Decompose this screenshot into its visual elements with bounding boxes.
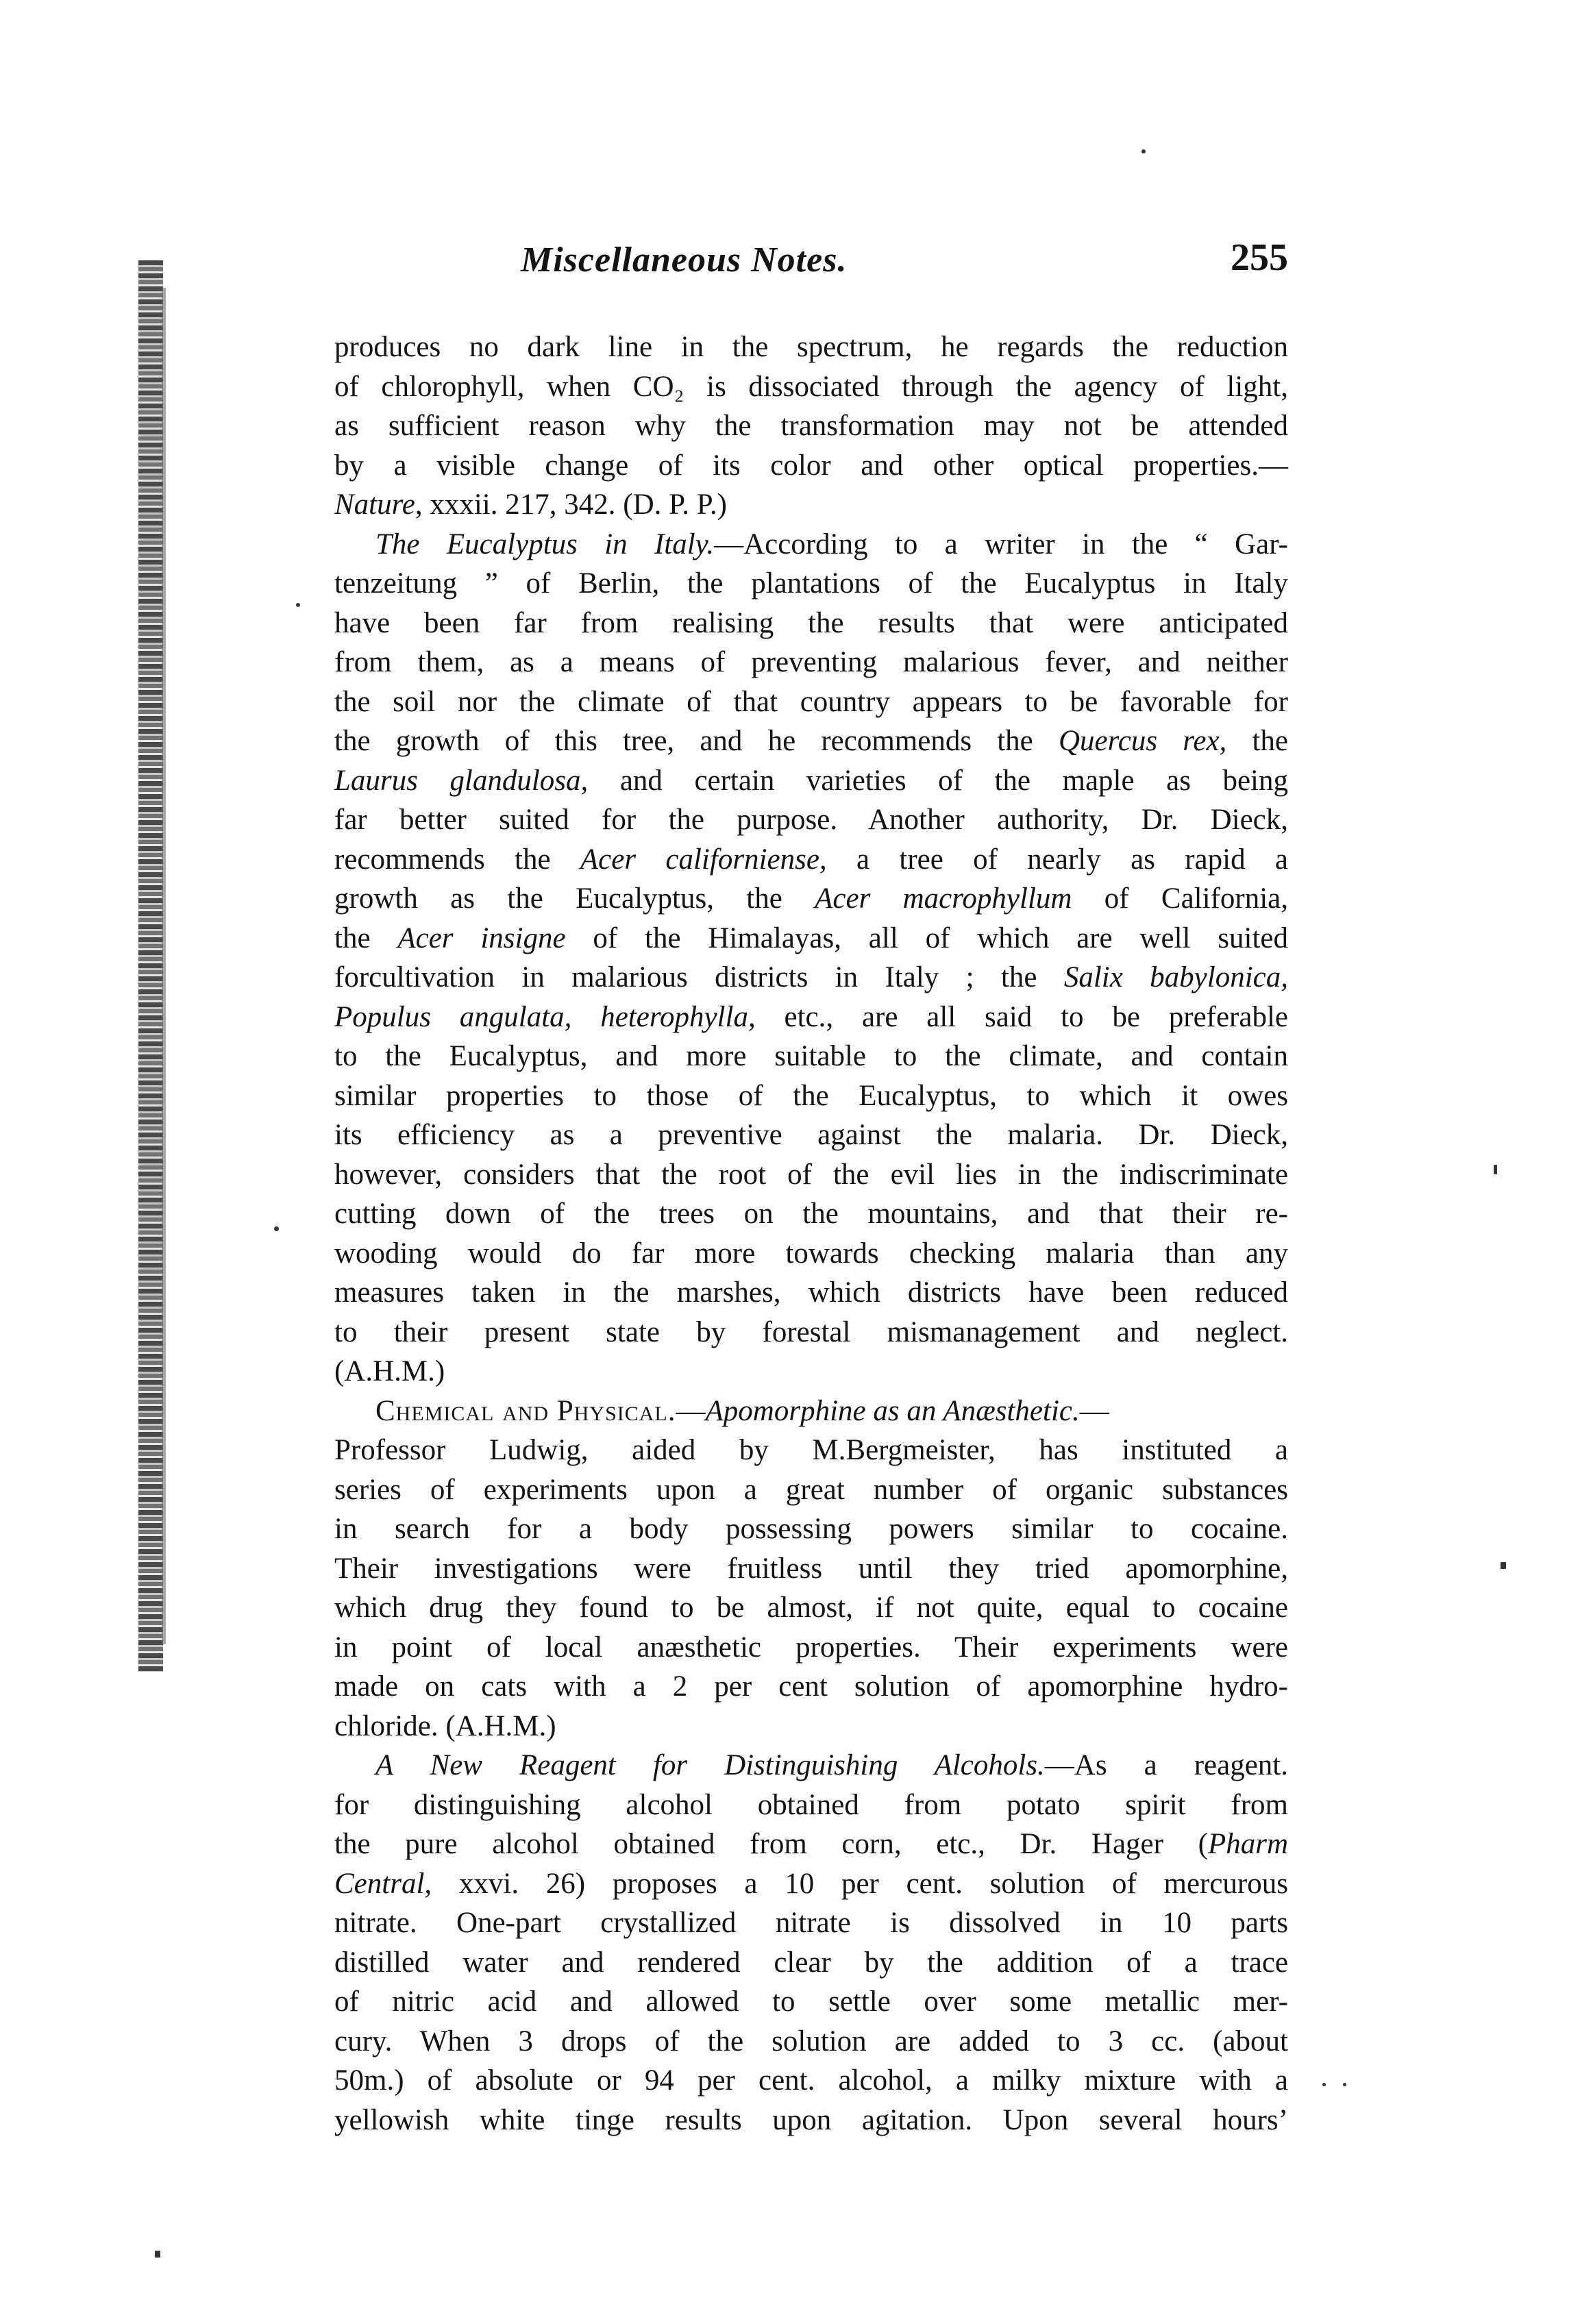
text-run: measures taken in the marshes, which districts have been reduced — [334, 1276, 1288, 1309]
text-run: far better suited for the purpose. Another authority, Dr. Dieck, — [334, 804, 1288, 836]
text-line — [334, 1470, 1288, 1510]
text-line — [334, 1352, 1288, 1392]
scan-speck — [1494, 1165, 1497, 1174]
text-line — [334, 1746, 1288, 1785]
text-line — [334, 367, 1288, 407]
text-run: however, considers that the root of the evil lies in the indiscriminate — [334, 1158, 1288, 1191]
text-line — [334, 1431, 1288, 1470]
text-line — [334, 1273, 1288, 1313]
text-line — [334, 761, 1288, 801]
text-run: the growth of this tree, and he recommends the — [334, 725, 1059, 757]
text-run: (A.H.M.) — [334, 1355, 445, 1387]
text-line — [334, 525, 1288, 565]
text-run: — — [1079, 1394, 1109, 1427]
text-run: forcultivation in malarious districts in Italy ; the — [334, 961, 1064, 993]
text-line — [334, 1234, 1288, 1274]
text-line — [334, 564, 1288, 604]
text-line — [334, 2101, 1288, 2140]
text-run: Professor Ludwig, aided by M.Bergmeister, has instituted a — [334, 1434, 1288, 1466]
text-run: xxvi. 26) proposes a 10 per cent. solution of mercurous — [432, 1867, 1288, 1900]
text-run: cury. When 3 drops of the solution are added to 3 cc. (about — [334, 2025, 1288, 2057]
text-line — [334, 1825, 1288, 1864]
text-run: — — [676, 1394, 706, 1427]
text-run: wooding would do far more towards checking malaria than any — [334, 1237, 1288, 1270]
text-run: to the Eucalyptus, and more suitable to the climate, and contain — [334, 1040, 1288, 1072]
italic-text: A New Reagent for Distinguishing Alcohols. — [375, 1749, 1045, 1781]
binding-edge-shadow — [138, 260, 163, 1672]
text-run: of the Himalayas, all of which are well suited — [565, 922, 1288, 954]
text-run: have been far from realising the results that were anticipated — [334, 606, 1288, 639]
italic-text: Laurus glandulosa, — [334, 764, 589, 797]
text-run: produces no dark line in the spectrum, he regards the reduction — [334, 331, 1288, 363]
text-line — [334, 1628, 1288, 1668]
text-line — [334, 879, 1288, 919]
italic-text: Salix babylonica, — [1063, 961, 1288, 993]
text-line — [334, 1785, 1288, 1825]
text-line — [334, 1667, 1288, 1707]
text-run: Their investigations were fruitless until they tried apomorphine, — [334, 1552, 1288, 1585]
text-run: yellowish white tinge results upon agitation. Upon several hours’ — [334, 2103, 1288, 2136]
italic-text: Nature — [334, 489, 415, 521]
text-line — [334, 485, 1288, 525]
scan-speck — [1501, 1562, 1506, 1569]
text-run: the soil nor the climate of that country appears to be favorable for — [334, 685, 1288, 718]
binding-edge-line — [162, 288, 166, 1644]
text-line — [334, 1982, 1288, 2022]
italic-text: Pharm — [1207, 1828, 1288, 1860]
text-line — [334, 800, 1288, 840]
text-line — [334, 1076, 1288, 1116]
text-run: —As a reagent. — [1044, 1749, 1288, 1781]
text-line — [334, 1943, 1288, 1983]
text-run: in point of local anæsthetic properties. Their experiments were — [334, 1631, 1288, 1664]
text-line — [334, 1707, 1288, 1746]
text-line — [334, 998, 1288, 1037]
text-line — [334, 721, 1288, 761]
scan-speck — [1343, 2083, 1346, 2086]
italic-text: Central, — [334, 1867, 432, 1900]
text-run: nitrate. One-part crystallized nitrate is dissolved in 10 parts — [334, 1907, 1288, 1939]
text-run: tenzeitung ” of Berlin, the plantations of the Eucalyptus in Italy — [334, 567, 1288, 599]
text-line — [334, 1588, 1288, 1628]
scan-speck — [1141, 149, 1146, 153]
text-line — [334, 327, 1288, 367]
text-run: of chlorophyll, when CO₂ is dissociated through the agency of light, — [334, 370, 1288, 403]
text-line — [334, 1115, 1288, 1155]
italic-text: The Eucalyptus in Italy. — [375, 528, 715, 560]
text-run: by a visible change of its color and other optical properties.— — [334, 449, 1288, 482]
text-run: to their present state by forestal mismanagement and neglect. — [334, 1315, 1288, 1348]
italic-text: Acer californiense, — [580, 843, 827, 876]
italic-text: Populus angulata, heterophylla, — [334, 1000, 756, 1033]
text-run: made on cats with a 2 per cent solution of apomorphine hydro- — [334, 1670, 1288, 1703]
scan-speck — [296, 603, 300, 607]
text-run: series of experiments upon a great number of organic substances — [334, 1473, 1288, 1506]
text-line — [334, 2022, 1288, 2062]
text-run: cutting down of the trees on the mountains, and that their re- — [334, 1198, 1288, 1230]
scan-speck — [274, 1226, 279, 1231]
text-line — [334, 1549, 1288, 1589]
text-run: etc., are all said to be preferable — [755, 1000, 1288, 1033]
text-run: of nitric acid and allowed to settle over some metallic mer- — [334, 1986, 1288, 2018]
text-line — [334, 682, 1288, 722]
text-line — [334, 446, 1288, 486]
text-line — [334, 406, 1288, 446]
text-run: the — [334, 922, 398, 954]
italic-text: Acer insigne — [397, 922, 566, 954]
text-line — [334, 1864, 1288, 1904]
scan-speck — [1322, 2083, 1326, 2086]
text-run: —According to a writer in the “ Gar- — [714, 528, 1288, 560]
italic-text: Quercus rex, — [1058, 725, 1227, 757]
text-run: chloride. (A.H.M.) — [334, 1709, 556, 1742]
text-line — [334, 1194, 1288, 1234]
scan-speck — [155, 2251, 160, 2258]
text-run: in search for a body possessing powers similar to cocaine. — [334, 1513, 1288, 1545]
text-run: its efficiency as a preventive against the malaria. Dr. Dieck, — [334, 1119, 1288, 1151]
text-run: of California, — [1072, 882, 1288, 915]
text-line — [334, 1392, 1288, 1431]
text-run: 50m.) of absolute or 94 per cent. alcohol, a milky mixture with a — [334, 2064, 1288, 2097]
page-number: 255 — [1231, 236, 1288, 279]
text-run: distilled water and rendered clear by the addition of a trace — [334, 1946, 1288, 1979]
text-run: as sufficient reason why the transformation may not be attended — [334, 410, 1288, 442]
text-run: recommends the — [334, 843, 580, 876]
text-run: similar properties to those of the Eucalyptus, to which it owes — [334, 1079, 1288, 1112]
text-run: the — [1226, 725, 1288, 757]
text-run: and certain varieties of the maple as being — [588, 764, 1288, 797]
running-title: Miscellaneous Notes. — [521, 240, 848, 280]
text-line — [334, 1155, 1288, 1195]
text-line — [334, 604, 1288, 643]
text-line — [334, 840, 1288, 880]
small-caps-text: Chemical and Physical. — [375, 1394, 676, 1427]
text-line — [334, 1037, 1288, 1076]
running-header — [329, 236, 1288, 301]
text-line — [334, 643, 1288, 682]
body-text — [334, 327, 1288, 2140]
text-run: growth as the Eucalyptus, the — [334, 882, 815, 915]
text-run: a tree of nearly as rapid a — [826, 843, 1288, 876]
text-run: from them, as a means of preventing malarious fever, and neither — [334, 646, 1288, 678]
text-run: the pure alcohol obtained from corn, etc., Dr. Hager ( — [334, 1828, 1208, 1860]
text-line — [334, 1313, 1288, 1352]
text-run: which drug they found to be almost, if not quite, equal to cocaine — [334, 1592, 1288, 1624]
text-run: , xxxii. 217, 342. (D. P. P.) — [415, 489, 727, 521]
text-run: for distinguishing alcohol obtained from potato spirit from — [334, 1788, 1288, 1821]
text-line — [334, 1509, 1288, 1549]
text-line — [334, 958, 1288, 998]
italic-text: Apomorphine as an Anæsthetic. — [705, 1394, 1080, 1427]
italic-text: Acer macrophyllum — [815, 882, 1072, 915]
text-line — [334, 1903, 1288, 1943]
text-line — [334, 919, 1288, 959]
text-line — [334, 2061, 1288, 2101]
